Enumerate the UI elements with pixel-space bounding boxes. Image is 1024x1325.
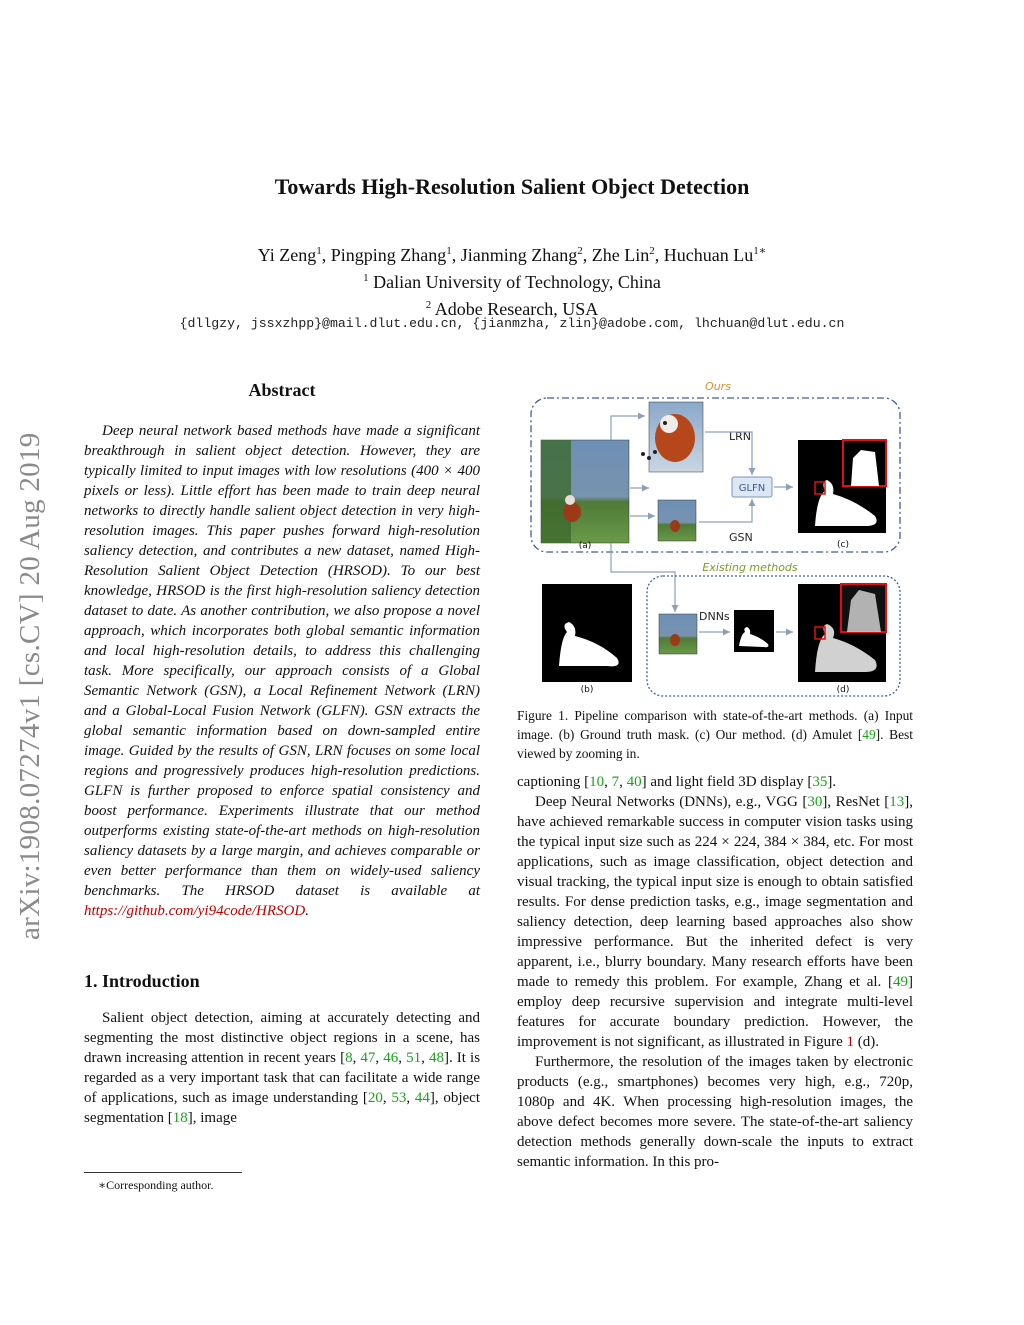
dnns-label: DNNs [699, 610, 730, 623]
figure-1 [525, 376, 910, 701]
label-b: (b) [580, 685, 594, 695]
glfn-label: GLFN [738, 483, 766, 494]
right-paragraph-2: Deep Neural Networks (DNNs), e.g., VGG [30], ResNet [13], have achieved remarkable success in computer vision tasks using the typical input size such as 224 × 224, 384 × 384, etc. For most applications, such as image classification, object detection and visual tracking, the typical input size is enough to obtain satisfied results. For dense prediction tasks, e.g., image segmentation and saliency detection, deep learning based approaches also show impressive performance. But the inherited defect is very apparent, i.e., blurry boundary. Many research efforts have been made to remedy this problem. For example, Zhang et al. [49] employ deep recursive supervision and integrate multi-level features for accurate boundary prediction. However, the improvement is not significant, as illustrated in Figure 1 (d). [517, 794, 913, 1050]
right-paragraph-1: captioning [10, 7, 40] and light field 3D display [35]. [517, 774, 837, 790]
label-c: (c) [837, 540, 849, 550]
arxiv-identifier: arXiv:1908.07274v1 [cs.CV] 20 Aug 2019 [14, 432, 46, 940]
footnote: ∗Corresponding author. [98, 1178, 214, 1192]
citation[interactable]: 10 [589, 774, 605, 790]
affiliation-1: $^1$ Dalian University of Technology, China [363, 272, 661, 292]
citation[interactable]: 49 [893, 974, 908, 990]
citation[interactable]: 8 [345, 1050, 353, 1066]
figure-1-caption: Figure 1. Pipeline comparison with state-of-the-art methods. (a) Input image. (b) Ground truth mask. (c) Our method. (d) Amulet [49]. Best viewed by zooming in. [517, 708, 913, 761]
citation[interactable]: 51 [406, 1050, 422, 1066]
citation[interactable]: 44 [414, 1090, 430, 1106]
author: Huchuan Lu [663, 245, 754, 265]
citation[interactable]: 18 [172, 1110, 188, 1126]
pipeline-diagram [525, 376, 910, 701]
label-d: (d) [836, 685, 850, 695]
left-column [84, 380, 480, 1128]
label-a: (a) [578, 541, 592, 551]
author: Pingping Zhang [330, 245, 447, 265]
author: Zhe Lin [591, 245, 650, 265]
intro-heading: 1. Introduction [84, 971, 200, 991]
citation[interactable]: 53 [391, 1090, 407, 1106]
author-emails: {dllgzy, jssxzhpp}@mail.dlut.edu.cn, {jianmzha, zlin}@adobe.com, lhchuan@dlut.edu.cn [179, 316, 845, 331]
right-paragraph-3: Furthermore, the resolution of the images taken by electronic products (e.g., smartphones) becomes very high, e.g., 720p, 1080p and 4K. When processing high-resolution images, the above defect becomes more severe. The state-of-the-art saliency detection methods generally down-scale the inputs to extract semantic information. In this pro- [517, 1054, 913, 1170]
citation[interactable]: 40 [626, 774, 642, 790]
author: Yi Zeng [257, 245, 317, 265]
citation[interactable]: 7 [611, 774, 620, 790]
footnote-rule [84, 1172, 242, 1173]
citation[interactable]: 35 [812, 774, 828, 790]
citation[interactable]: 20 [367, 1090, 383, 1106]
ours-label: Ours [705, 380, 731, 393]
dataset-link[interactable]: https://github.com/yi94code/HRSOD [84, 903, 306, 919]
citation[interactable]: 49 [862, 727, 876, 742]
citation[interactable]: 13 [889, 794, 905, 810]
citation[interactable]: 48 [428, 1050, 444, 1066]
right-column-body [517, 772, 913, 1172]
abstract-heading: Abstract [248, 380, 316, 400]
ground-truth-mask [542, 584, 632, 682]
downsampled-image [658, 500, 696, 541]
abstract-text: Deep neural network based methods have made a significant breakthrough in salient object detection. However, they are typically limited to input images with low resolutions (400 × 400 pixels or less). Little effort has been made to train deep neural networks to directly handle salient object detection in very high-resolution images. This paper pushes forward high-resolution saliency detection, and contributes a new dataset, named High-Resolution Salient Object Detection (HRSOD). To our best knowledge, HRSOD is the first high-resolution saliency detection dataset to date. As another contribution, we also propose a novel approach, which incorporates both global semantic information and local high-resolution details, to address this challenging task. More specifically, our approach consists of a Global Semantic Network (GSN), a Local Refinement Network (LRN) and a Global-Local Fusion Network (GLFN). GSN extracts the global semantic information based on down-sampled entire image. Guided by the results of GSN, LRN focuses on some local regions and progressively produces high-resolution predictions. GLFN is further proposed to enforce spatial consistency and boost performance. Experiments illustrate that our method outperforms existing state-of-the-art methods on high-resolution saliency datasets by a large margin, and achieves comparable or even better performance than them on widely-used saliency benchmarks. The HRSOD dataset is available at https://github.com/yi94code/HRSOD. [84, 423, 480, 919]
affiliation-2: $^2$ Adobe Research, USA [425, 299, 599, 319]
existing-label: Existing methods [702, 561, 798, 574]
citation[interactable]: 46 [383, 1050, 399, 1066]
author: Jianming Zhang [460, 245, 578, 265]
citation[interactable]: 47 [360, 1050, 376, 1066]
intro-paragraph: Salient object detection, aiming at accurately detecting and segmenting the most distinctive object regions in a scene, has drawn increasing attention in recent years [8, 47, 46, 51, 48]. It is regarded as a very important task that can facilitate a wide range of applications, such as image understanding [20, 53, 44], object segmentation [18], image [84, 1010, 481, 1126]
figure-reference[interactable]: 1 [846, 1034, 855, 1050]
existing-input [659, 614, 697, 654]
author-list: Yi Zeng$^1$, Pingping Zhang$^1$, Jianming Zhang$^2$, Zhe Lin$^2$, Huchuan $Lu^{1∗}$ [257, 245, 767, 265]
lrn-label: LRN [729, 430, 751, 443]
citation[interactable]: 30 [807, 794, 823, 810]
author-block [0, 240, 1024, 321]
paper-title: Towards High-Resolution Salient Object Detection [274, 174, 750, 199]
gsn-label: GSN [729, 531, 753, 544]
